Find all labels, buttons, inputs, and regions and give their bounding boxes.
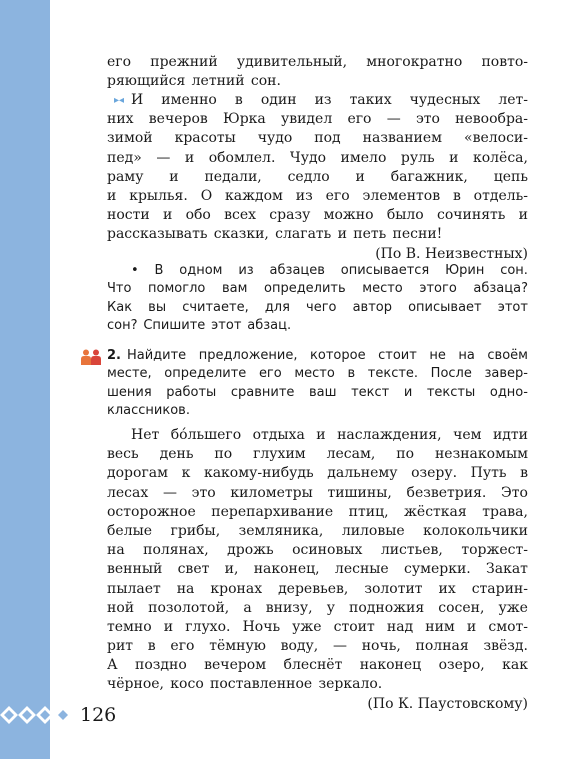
word: озеру.	[411, 465, 458, 482]
word: одном	[179, 263, 223, 278]
word: косо	[170, 676, 204, 693]
word: один	[260, 92, 297, 108]
word: Это	[501, 484, 528, 501]
word: лесам,	[326, 446, 376, 463]
word: и	[107, 187, 117, 204]
word: и	[184, 149, 195, 166]
word: в	[520, 465, 528, 482]
word: птиц,	[348, 503, 389, 520]
word: перепархивание	[211, 503, 334, 520]
text-line	[107, 402, 528, 420]
word: Ночь	[242, 618, 281, 635]
text-block-2	[107, 91, 528, 264]
word: О	[200, 187, 213, 204]
word: А	[107, 657, 118, 674]
text-line-words	[127, 347, 528, 365]
text-line	[107, 541, 528, 560]
word: рит	[107, 638, 134, 655]
word: блеснёт	[283, 657, 343, 674]
word: и	[163, 618, 174, 635]
word: можно	[323, 207, 374, 224]
word: подножия	[349, 599, 425, 616]
word: предложение,	[198, 348, 298, 363]
word: ваш	[308, 384, 337, 400]
word: озеро,	[438, 657, 485, 674]
word: и,	[224, 561, 239, 578]
text-line	[107, 262, 528, 280]
word: в	[347, 366, 356, 382]
word: деревьев,	[278, 580, 349, 597]
word: дрожь	[227, 542, 274, 559]
word: абзац.	[247, 318, 292, 334]
word: осиновых	[292, 542, 363, 559]
text-block-3	[107, 426, 528, 714]
word: ночь,	[361, 638, 401, 655]
word: по	[214, 446, 233, 463]
text-line	[107, 445, 528, 464]
word: на	[176, 580, 195, 597]
word: полянах,	[143, 542, 209, 559]
word: не	[429, 348, 446, 363]
word: звёзд.	[483, 638, 528, 655]
word: день	[159, 446, 194, 463]
word: глухим	[253, 446, 306, 463]
text-line	[107, 225, 528, 244]
word: прежний	[150, 54, 218, 70]
word: абзацев	[269, 263, 325, 278]
word: их	[438, 580, 456, 597]
word: тексты	[426, 384, 476, 400]
word: шения	[107, 384, 152, 400]
word: в	[452, 187, 461, 204]
word: золотит	[364, 580, 423, 597]
text-line	[107, 384, 528, 402]
word: обомлел.	[208, 149, 276, 166]
word: над	[386, 618, 414, 635]
word: этот	[497, 299, 528, 315]
word: километры	[230, 484, 313, 501]
text-line	[107, 299, 528, 317]
word: его	[325, 187, 350, 204]
word: текст	[351, 384, 390, 400]
word: увидел	[280, 111, 333, 128]
word: глухо.	[185, 618, 231, 635]
word: как	[502, 657, 528, 674]
word: из	[238, 263, 254, 278]
word: по	[396, 446, 415, 463]
word: зеркало.	[318, 676, 383, 693]
word: руль	[400, 149, 435, 166]
text-line	[107, 280, 528, 298]
text-line	[107, 522, 528, 541]
word: определите	[164, 366, 247, 382]
word: место	[362, 281, 403, 297]
word: обо	[185, 207, 211, 224]
word: это	[191, 484, 216, 501]
word: считаете,	[182, 299, 249, 315]
word: стоит	[378, 348, 417, 363]
word: слагать	[275, 226, 332, 243]
word: воду,	[280, 638, 319, 655]
word: колёса,	[472, 149, 528, 166]
word: этого	[419, 281, 457, 297]
text-line-words	[131, 91, 528, 110]
word: названием	[362, 130, 443, 147]
word: полная	[415, 638, 469, 655]
word: его	[347, 111, 372, 128]
word: сон.	[250, 73, 281, 90]
word: —	[386, 111, 401, 128]
word: сумерки.	[403, 561, 471, 578]
text-line	[107, 129, 528, 148]
text-line	[107, 53, 528, 72]
text-line	[107, 618, 528, 637]
task-2-block	[107, 347, 528, 421]
word: дальнему	[327, 465, 398, 482]
word: смот-	[488, 618, 528, 635]
word: в	[234, 92, 243, 108]
word: белые	[107, 522, 153, 539]
word: вечеров	[148, 111, 208, 128]
word: повто-	[481, 54, 528, 70]
text-line	[107, 560, 528, 579]
word: позолотой,	[148, 599, 230, 616]
word: а	[243, 599, 252, 616]
word: темно	[107, 618, 152, 635]
word: его	[107, 54, 132, 70]
word: наконец,	[253, 561, 320, 578]
word: месте,	[107, 366, 152, 382]
word: старин-	[471, 580, 528, 597]
word: безветрия.	[406, 484, 487, 501]
word: песни!	[392, 226, 443, 243]
word: внизу,	[265, 599, 313, 616]
word: лиловые	[341, 522, 405, 539]
word: незнакомым	[434, 446, 528, 463]
word: уже	[292, 618, 322, 635]
word: вам	[221, 281, 248, 297]
word: было	[386, 207, 424, 224]
word: стоит	[333, 618, 375, 635]
word: описывается	[340, 263, 430, 278]
word: пед»	[107, 149, 142, 166]
word: торжест-	[461, 542, 528, 559]
word: чем	[453, 427, 482, 443]
word: цепь	[493, 168, 528, 185]
word: удивительный,	[236, 54, 348, 70]
word: это	[415, 111, 440, 128]
word: и	[466, 618, 477, 635]
word: именно	[161, 92, 217, 108]
word: Путь	[470, 465, 507, 482]
text-line	[107, 426, 528, 445]
word: чего	[306, 299, 337, 315]
text-line	[107, 72, 528, 91]
word: Что	[107, 281, 132, 297]
left-margin-band	[0, 0, 50, 759]
word: раму	[107, 168, 144, 185]
word: абзаца?	[473, 281, 528, 297]
word: описывает	[408, 299, 482, 315]
word: идти	[492, 427, 528, 443]
task-number: 2.	[107, 348, 121, 363]
word: тексте.	[367, 366, 419, 382]
word: сон.	[500, 263, 528, 278]
text-line	[107, 464, 528, 483]
word: колокольчики	[423, 522, 528, 539]
word: его	[258, 366, 282, 382]
word: Юрин	[445, 263, 485, 278]
word: наслаждения,	[337, 427, 442, 443]
text-line	[107, 656, 528, 675]
word: дорогам	[107, 465, 169, 482]
word: определить	[263, 281, 346, 297]
word: и	[169, 168, 179, 185]
diamond-ornament-icon	[0, 702, 70, 728]
word: место	[294, 366, 335, 382]
word: поставленное	[210, 676, 313, 693]
word: и	[449, 149, 459, 166]
word: рассказывать	[107, 226, 208, 243]
word: бóльшего	[170, 427, 242, 443]
word: поздно	[134, 657, 187, 674]
word: лесах	[107, 484, 149, 501]
word: крылья.	[129, 187, 188, 204]
word: Закат	[486, 561, 528, 578]
text-line	[107, 206, 528, 225]
attribution: (По В. Неизвестных)	[375, 245, 528, 262]
word: наконец	[359, 657, 422, 674]
word: отдыха	[252, 427, 305, 443]
word: сон?	[107, 318, 138, 334]
word: весь	[107, 446, 139, 463]
word: вы	[148, 299, 167, 315]
word: имело	[340, 149, 387, 166]
word: сосен,	[438, 599, 485, 616]
word: «велоси-	[464, 130, 528, 147]
word: многократно	[366, 54, 463, 70]
word: них	[107, 111, 134, 128]
word: своём	[487, 348, 528, 363]
word: кронах	[210, 580, 263, 597]
pair-work-icon	[81, 349, 101, 365]
word: ним	[425, 618, 455, 635]
text-line	[107, 365, 528, 383]
word: летний	[191, 73, 245, 90]
word: седло	[287, 168, 330, 185]
word: из	[314, 92, 332, 108]
word: свет	[177, 561, 210, 578]
text-line	[107, 110, 528, 129]
word: вечером	[204, 657, 267, 674]
word: завер-	[484, 366, 528, 382]
word: красоты	[174, 130, 236, 147]
word: под	[314, 130, 341, 147]
word: автор	[352, 299, 392, 315]
text-line	[107, 580, 528, 599]
word: которое	[310, 348, 366, 363]
word: земляника,	[238, 522, 324, 539]
word: Нет	[131, 427, 160, 443]
word: В	[154, 263, 164, 278]
text-line	[107, 317, 528, 335]
word: Найдите	[126, 348, 187, 363]
word: к	[181, 465, 191, 482]
word: чудесных	[409, 92, 481, 108]
word: зимой	[107, 130, 153, 147]
question-block	[107, 262, 528, 336]
attribution: (По К. Паустовскому)	[367, 695, 528, 712]
word: —	[162, 484, 177, 501]
word: и	[162, 207, 173, 224]
word: на	[458, 348, 475, 363]
word: трава,	[482, 503, 528, 520]
word: отдель-	[473, 187, 528, 204]
word: ной	[107, 599, 135, 616]
word: сказки,	[213, 226, 269, 243]
word: пылает	[107, 580, 161, 597]
word: невообра-	[455, 111, 528, 128]
word: петь	[353, 226, 387, 243]
word: чудо	[257, 130, 293, 147]
text-block-1	[107, 53, 528, 91]
word: сочинять	[437, 207, 506, 224]
word: Как	[107, 299, 133, 315]
word: тишины,	[327, 484, 392, 501]
word: —	[332, 638, 347, 655]
word: —	[156, 149, 171, 166]
word: педали,	[204, 168, 262, 185]
word: сравните	[230, 384, 295, 400]
word: венный	[107, 561, 163, 578]
text-line	[107, 599, 528, 618]
text-line	[107, 484, 528, 503]
word: ряющийся	[107, 73, 186, 90]
word: у	[326, 599, 335, 616]
text-line	[107, 347, 528, 365]
word: всех	[224, 207, 257, 224]
paragraph-marker-icon: ▸◂	[113, 95, 125, 106]
word: Спишите	[143, 318, 206, 334]
text-line	[107, 187, 528, 206]
word: жёсткая	[404, 503, 467, 520]
word: какому-нибудь	[203, 465, 314, 482]
word: каждом	[225, 187, 283, 204]
word: лесные	[334, 561, 389, 578]
word: уже	[498, 599, 528, 616]
word: лет-	[498, 92, 528, 108]
word: листьев,	[380, 542, 443, 559]
page-number: 126	[80, 704, 117, 726]
word: его	[170, 638, 195, 655]
word: и	[355, 168, 365, 185]
word: из	[295, 187, 313, 204]
word: тёмную	[209, 638, 266, 655]
word: и	[518, 207, 528, 224]
text-line	[107, 168, 528, 187]
word: и	[316, 427, 326, 443]
text-line	[107, 149, 528, 168]
word: чёрное,	[107, 676, 164, 693]
word: багажник,	[390, 168, 468, 185]
word: грибы,	[170, 522, 221, 539]
word: помогло	[148, 281, 206, 297]
word: элементов	[362, 187, 441, 204]
word: этот	[211, 318, 242, 334]
word: Юрка	[222, 111, 266, 128]
text-line	[107, 637, 528, 656]
word: и	[403, 384, 413, 400]
word: работы	[166, 384, 217, 400]
word: ности	[107, 207, 150, 224]
word: одно-	[489, 384, 528, 400]
word: для	[264, 299, 290, 315]
text-line	[107, 91, 528, 110]
word: •	[131, 263, 139, 278]
word: осторожное	[107, 503, 196, 520]
word: Чудо	[289, 149, 327, 166]
word: и	[337, 226, 347, 243]
word: После	[430, 366, 472, 382]
word: таких	[349, 92, 392, 108]
word: классников.	[107, 403, 190, 419]
word: в	[147, 638, 156, 655]
word: И	[131, 92, 144, 108]
text-line	[107, 503, 528, 522]
word: сразу	[269, 207, 311, 224]
word: на	[107, 542, 125, 559]
text-line	[107, 675, 528, 694]
